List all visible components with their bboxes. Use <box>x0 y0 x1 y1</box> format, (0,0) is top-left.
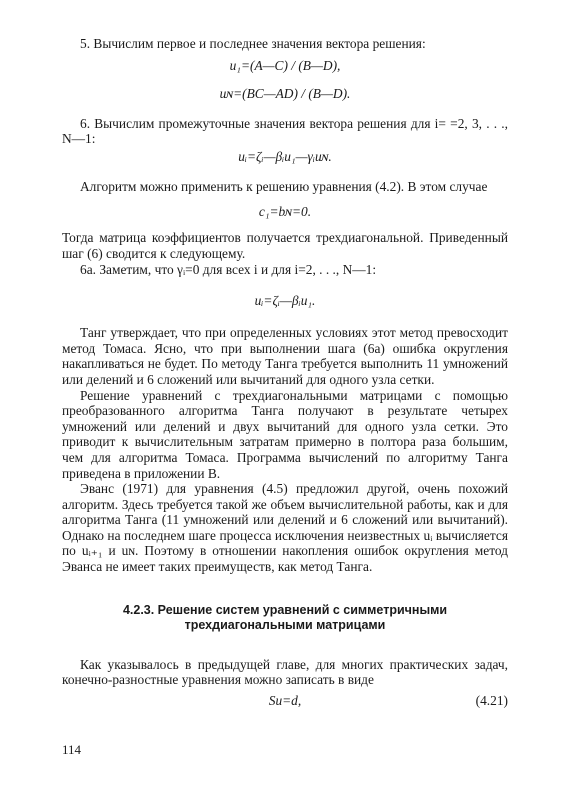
section-heading-line1: 4.2.3. Решение систем уравнений с симметричными <box>122 602 448 617</box>
tridiagonal-text: Тогда матрица коэффициентов получается трехдиагональной. Приведенный шаг (6) сводится к следующему. <box>62 230 508 261</box>
section-heading-line2: трехдиагональными матрицами <box>184 617 386 632</box>
equation-su-d: Su=d, <box>268 692 302 708</box>
step6a-text: 6а. Заметим, что γᵢ=0 для всех i и для i=2, . . ., N—1: <box>80 261 377 277</box>
equation-row <box>62 692 508 710</box>
application-text: Алгоритм можно применить к решению уравнения (4.2). В этом случае <box>80 178 488 194</box>
paragraph-solution: Решение уравнений с трехдиагональными матрицами с помощью преобразованного алгоритма Танга получают в результате четырех умножений или делений и двух вычитаний для одного узла сетки. Это приводит к вычислительным затратам примерно в полтора раза большим, чем для алгоритма Томаса. Программа вычислений по алгоритму Танга приведена в приложении В. <box>62 387 508 481</box>
formula-ui-simplified: uᵢ=ζᵢ—βᵢu₁. <box>254 293 316 309</box>
section-intro: Как указывалось в предыдущей главе, для многих практических задач, конечно-разностные уравнения можно записать в виде <box>62 656 508 688</box>
page-number: 114 <box>62 742 82 757</box>
section-heading <box>62 603 508 633</box>
paragraph-evans: Эванс (1971) для уравнения (4.5) предложил другой, очень похожий алгоритм. Здесь требуется такой же объем вычислительной работы, как и для алгоритма Танга (11 умножений или делений и 6 сложений или вычитаний). Однако на последнем шаге процесса исключения неизвестных uᵢ вычисляется по uᵢ₊₁ и uɴ. Поэтому в отношении накопления ошибок округления метод Эванса не имеет таких преимуществ, как метод Танга. <box>62 481 508 575</box>
page-body <box>62 36 508 710</box>
formula-ui: uᵢ=ζᵢ—βᵢu₁—γᵢuɴ. <box>238 148 332 164</box>
step5-text: 5. Вычислим первое и последнее значения вектора решения: <box>80 36 426 51</box>
step6-text: 6. Вычислим промежуточные значения вектора решения для i= =2, 3, . . ., N—1: <box>62 115 508 147</box>
equation-number: (4.21) <box>475 692 508 708</box>
paragraph-tang: Танг утверждает, что при определенных условиях этот метод превосходит метод Томаса. Ясно, что при выполнении шага (6а) ошибка округления накапливаться не будет. По методу Танга требуется выполнить 11 умножений или делений и 6 сложений или вычитаний для одного узла сетки. <box>62 325 508 387</box>
formula-u1: u₁=(A—C) / (B—D), <box>229 57 341 73</box>
formula-c1-bN: c₁=bɴ=0. <box>258 204 312 220</box>
formula-uN: uɴ=(BC—AD) / (B—D). <box>219 85 351 101</box>
